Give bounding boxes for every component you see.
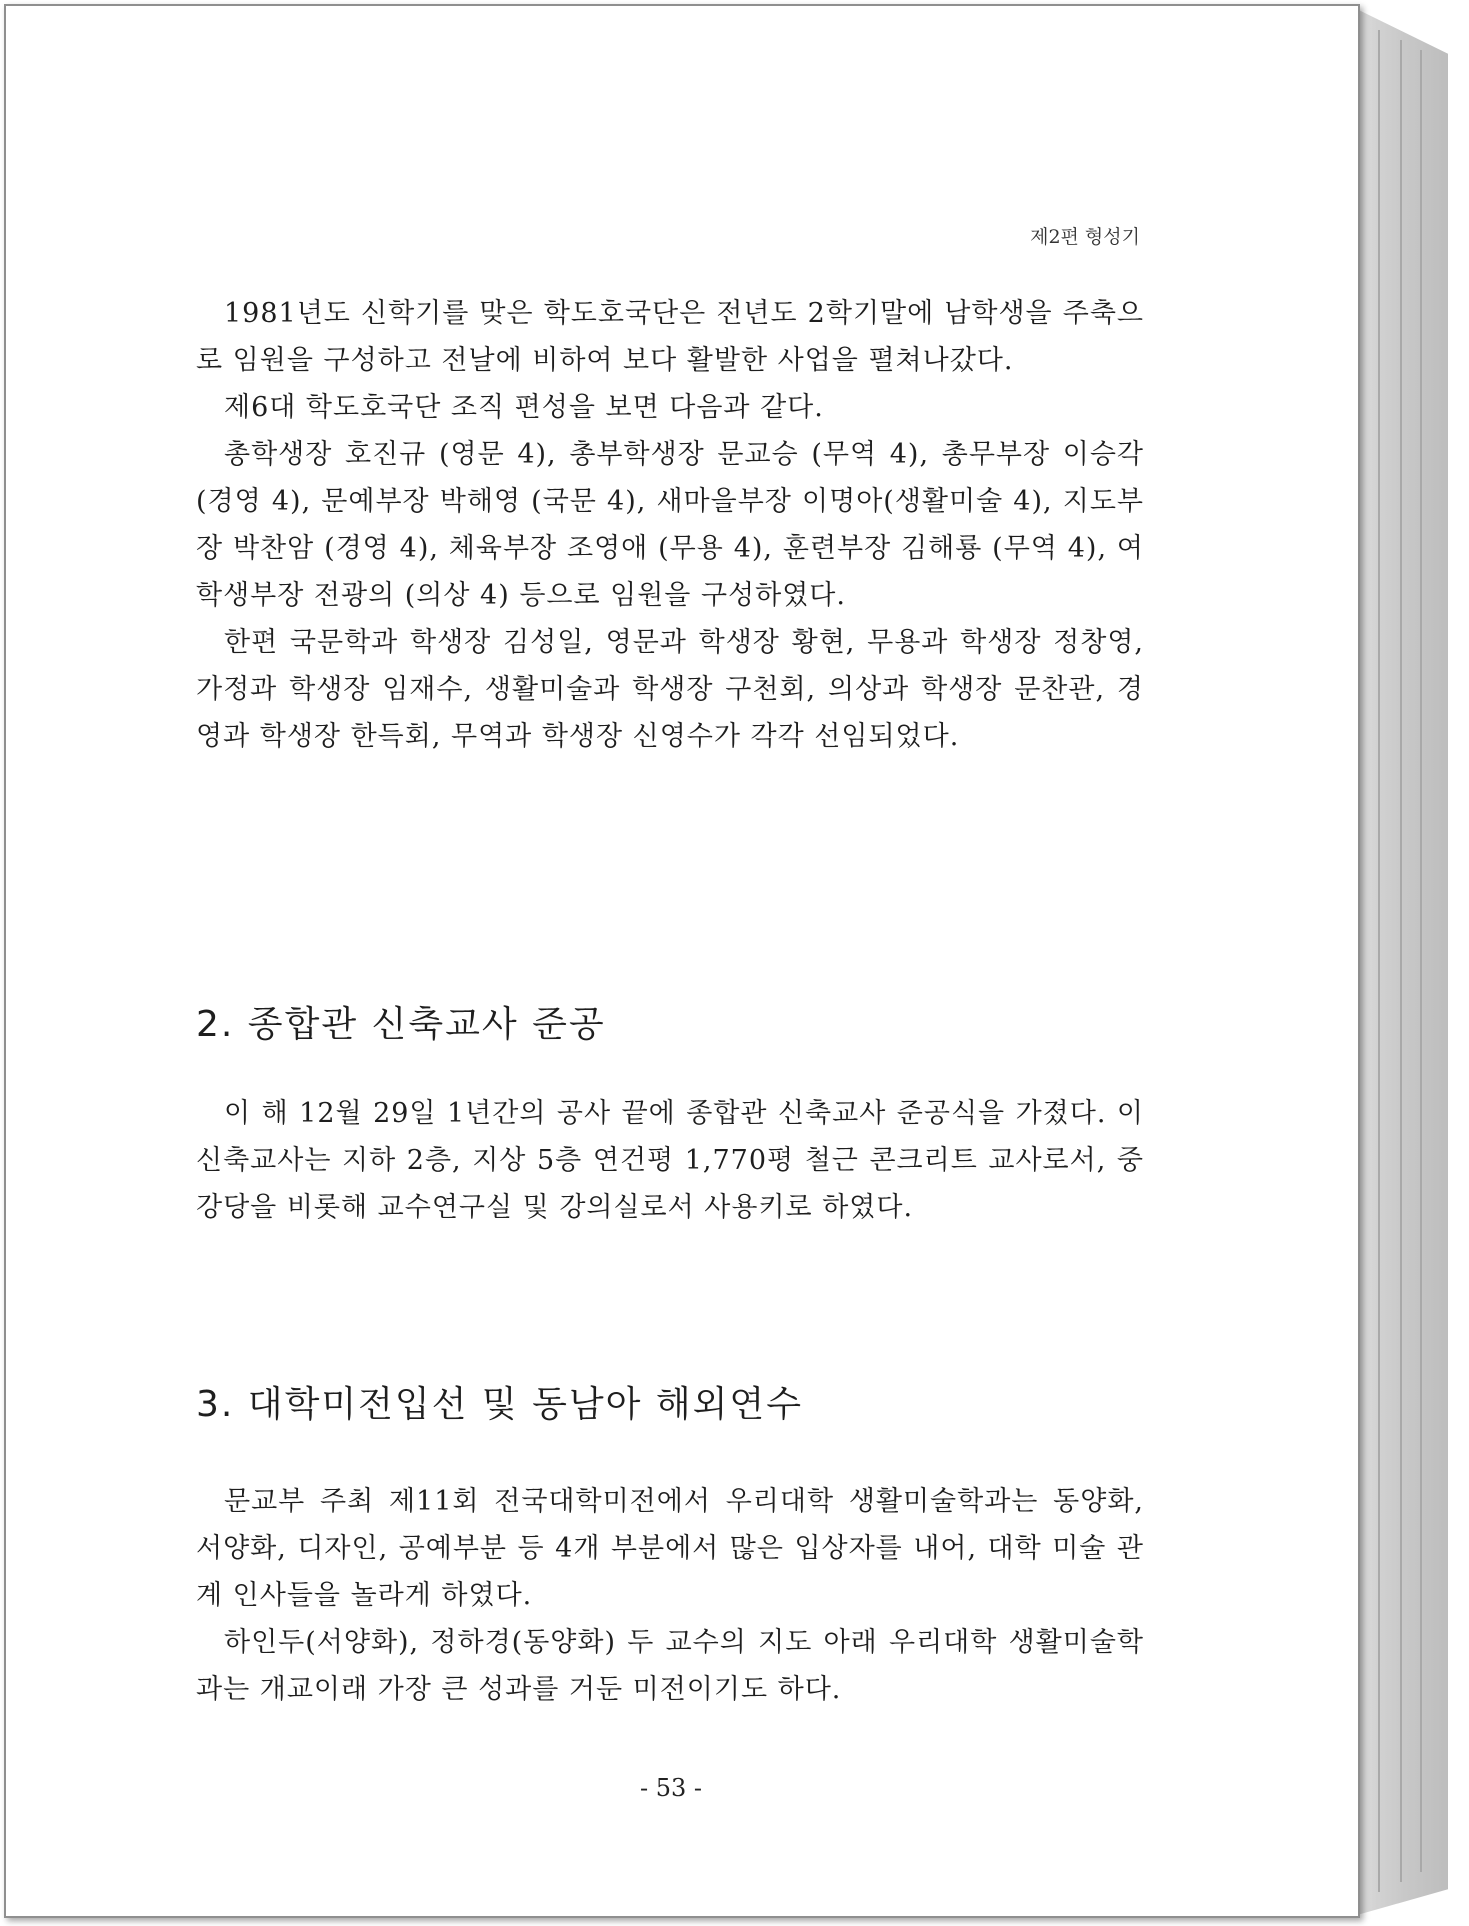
page-stack-line — [1378, 30, 1380, 1892]
paragraph: 제6대 학도호국단 조직 편성을 보면 다음과 같다. — [224, 392, 824, 423]
section2-heading: 2. 종합관 신축교사 준공 — [196, 1004, 606, 1045]
paragraph: 1981년도 신학기를 맞은 학도호국단은 전년도 2학기말에 남학생을 주축으로 임원을 구성하고 전날에 비하여 보다 활발한 사업을 펼쳐나갔다. — [196, 298, 1144, 376]
section2-body — [196, 1090, 1144, 1231]
paragraph: 문교부 주최 제11회 전국대학미전에서 우리대학 생활미술학과는 동양화, 서양화, 디자인, 공예부분 등 4개 부분에서 많은 입상자를 내어, 대학 미술 관계 인사들을 놀라게 하였다. — [196, 1486, 1144, 1611]
page-number: - 53 - — [639, 1774, 702, 1802]
section3-body — [196, 1478, 1144, 1713]
paragraph: 총학생장 호진규 (영문 4), 총부학생장 문교승 (무역 4), 총무부장 이승각 (경영 4), 문예부장 박해영 (국문 4), 새마을부장 이명아(생활미술 4), 지도부장 박찬암 (경영 4), 체육부장 조영애 (무용 4), 훈련부장 김해룡 (무역 4), 여학생부장 전광의 (의상 4) 등으로 임원을 구성하였다. — [196, 439, 1144, 611]
paragraph: 한편 국문학과 학생장 김성일, 영문과 학생장 황현, 무용과 학생장 정창영, 가정과 학생장 임재수, 생활미술과 학생장 구천회, 의상과 학생장 문찬관, 경영과 학생장 한득회, 무역과 학생장 신영수가 각각 선임되었다. — [196, 627, 1144, 752]
section1-body — [196, 290, 1144, 760]
section3-heading: 3. 대학미전입선 및 동남아 해외연수 — [196, 1384, 803, 1425]
running-head: 제2편 형성기 — [1030, 226, 1140, 248]
paragraph: 하인두(서양화), 정하경(동양화) 두 교수의 지도 아래 우리대학 생활미술학과는 개교이래 가장 큰 성과를 거둔 미전이기도 하다. — [196, 1627, 1144, 1705]
page-stack-line — [1400, 40, 1402, 1882]
document-page — [4, 4, 1360, 1918]
paragraph: 이 해 12월 29일 1년간의 공사 끝에 종합관 신축교사 준공식을 가졌다. 이 신축교사는 지하 2층, 지상 5층 연건평 1,770평 철근 콘크리트 교사로서, 중강당을 비롯해 교수연구실 및 강의실로서 사용키로 하였다. — [196, 1098, 1144, 1223]
page-stack-line — [1420, 50, 1422, 1872]
